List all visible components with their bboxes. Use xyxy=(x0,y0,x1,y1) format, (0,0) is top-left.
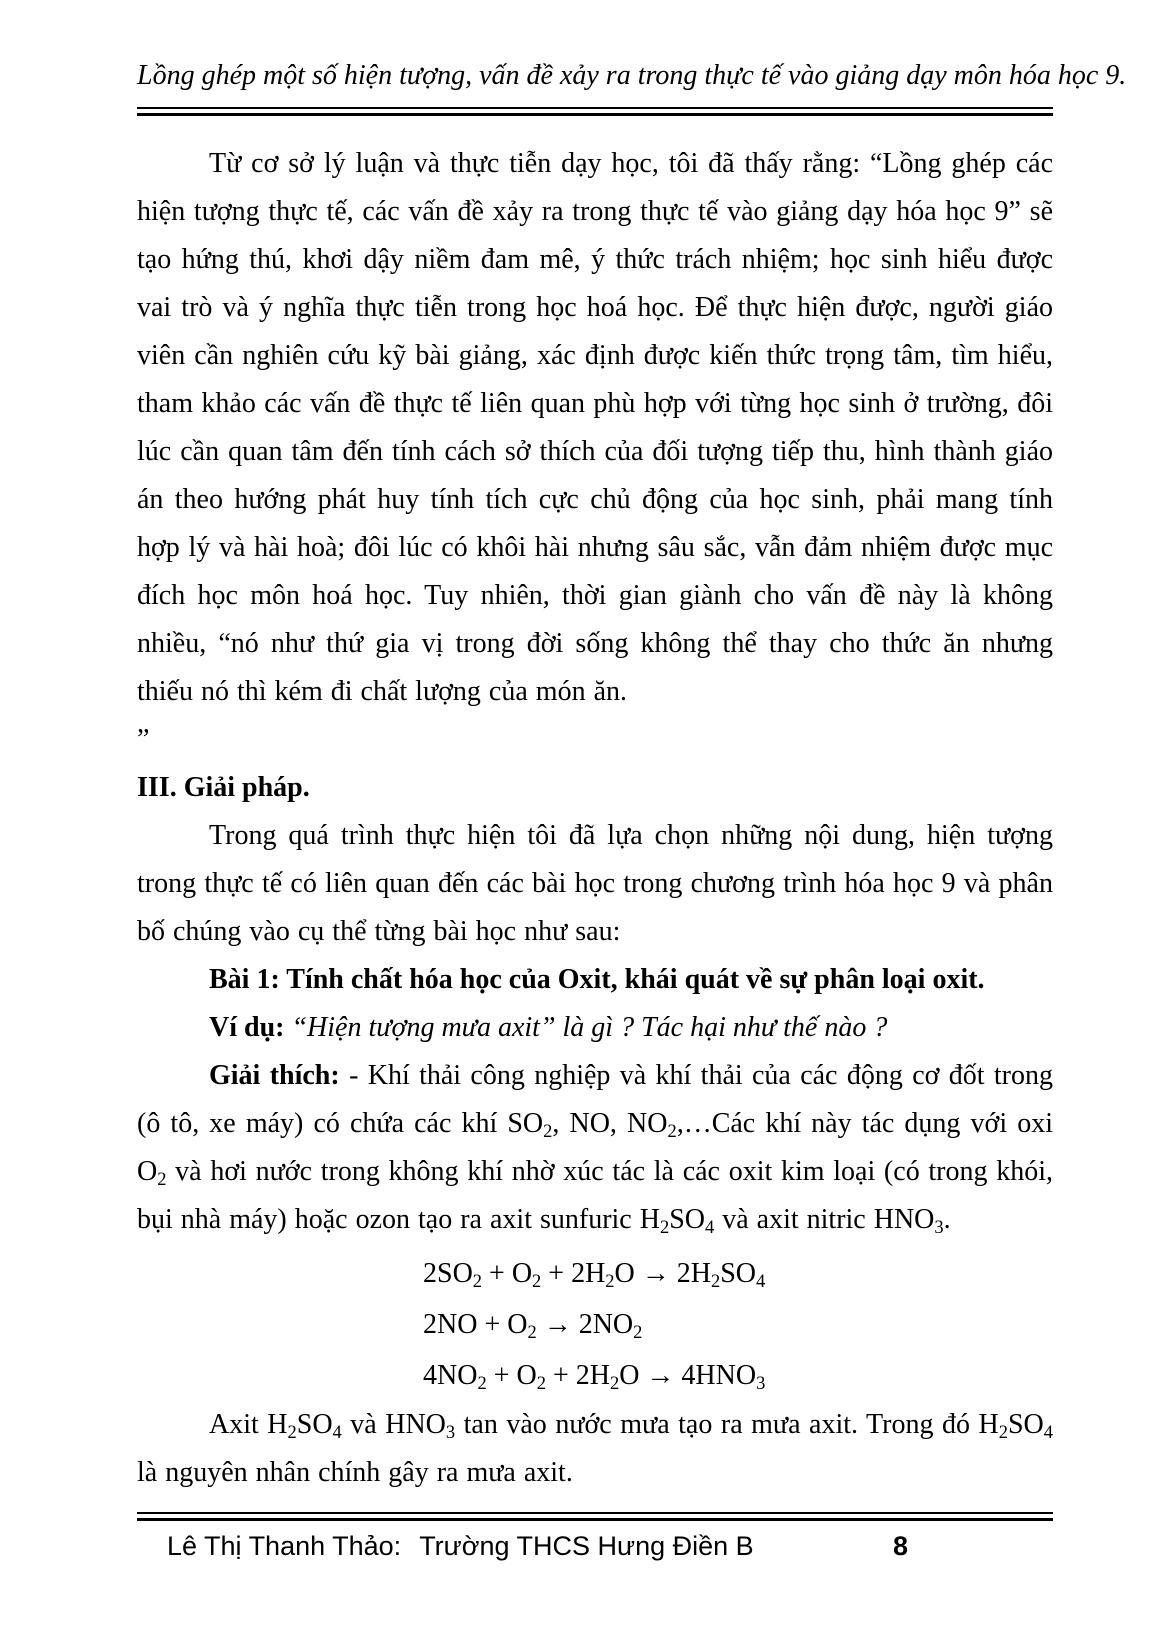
closing-quote-mark: ” xyxy=(137,724,150,755)
example-line xyxy=(137,1004,1053,1052)
running-header-title: Lồng ghép một số hiện tượng, vấn đề xảy ra trong thực tế vào giảng dạy môn hóa học 9. xyxy=(137,60,1127,91)
footer-school: Trường THCS Hưng Điền B xyxy=(419,1531,754,1561)
chemical-equations-block xyxy=(137,1248,1053,1401)
explanation-label: Giải thích: xyxy=(209,1060,340,1091)
footer-author: Lê Thị Thanh Thảo: xyxy=(167,1531,402,1561)
paragraph-acid-rain-conclusion: Axit $H_2SO_4$ và $HNO_3$ tan vào nước mưa tạo ra mưa axit. Trong đó $H_2SO_4$ là nguyên nhân chính gây ra mưa axit. xyxy=(137,1409,1053,1488)
section-heading-giai-phap: III. Giải pháp. xyxy=(137,772,310,803)
header-rule xyxy=(137,107,1053,116)
chemical-equation: $2NO + O_2 \to 2NO_2$ xyxy=(423,1309,643,1343)
page-footer xyxy=(137,1512,1053,1563)
explanation-paragraph xyxy=(137,1052,1053,1244)
chemical-equation: $4NO_2 + O_2 + 2H_2O \to 4HNO_3$ xyxy=(423,1360,766,1394)
paragraph-introduction: Từ cơ sở lý luận và thực tiễn dạy học, tôi đã thấy rằng: “Lồng ghép các hiện tượng thực tế, các vấn đề xảy ra trong thực tế vào giảng dạy hóa học 9” sẽ tạo hứng thú, khơi dậy niềm đam mê, ý thức trách nhiệm; học sinh hiểu được vai trò và ý nghĩa thực tiễn trong học hoá học. Để thực hiện được, người giáo viên cần nghiên cứu kỹ bài giảng, xác định được kiến thức trọng tâm, tìm hiểu, tham khảo các vấn đề thực tế liên quan phù hợp với từng học sinh ở trường, đôi lúc cần quan tâm đến tính cách sở thích của đối tượng tiếp thu, hình thành giáo án theo hướng phát huy tính tích cực chủ động của học sinh, phải mang tính hợp lý và hài hoà; đôi lúc có khôi hài nhưng sâu sắc, vẫn đảm nhiệm được mục đích học môn hoá học. Tuy nhiên, thời gian giành cho vấn đề này là không nhiều, “nó như thứ gia vị trong đời sống không thể thay cho thức ăn nhưng thiếu nó thì kém đi chất lượng của món ăn. xyxy=(137,148,1053,707)
explanation-text: - Khí thải công nghiệp và khí thải của các động cơ đốt trong (ô tô, xe máy) có chứa các khí $SO_2$, NO, $NO_2,\dots Các$ khí này tác dụng với oxi $O_2$ và hơi nước trong không khí nhờ xúc tác là các oxit kim loại (có trong khói, bụi nhà máy) hoặc ozon tạo ra axit sunfuric $H_2SO_4$ và axit nitric $HNO_3$. xyxy=(137,1060,1054,1238)
footer-page-number: 8 xyxy=(893,1531,909,1561)
paragraph-solution-intro: Trong quá trình thực hiện tôi đã lựa chọn những nội dung, hiện tượng trong thực tế có liên quan đến các bài học trong chương trình hóa học 9 và phân bố chúng vào cụ thể từng bài học như sau: xyxy=(137,820,1053,947)
lesson-1-title: Bài 1: Tính chất hóa học của Oxit, khái quát về sự phân loại oxit. xyxy=(209,964,985,995)
footer-rule xyxy=(137,1512,1053,1521)
example-label: Ví dụ: xyxy=(209,1012,285,1043)
document-body xyxy=(137,140,1053,1497)
footer-line xyxy=(137,1529,1053,1563)
chemical-equation: $2SO_2 + O_2 + 2H_2O \to 2H_2SO_4$ xyxy=(423,1258,766,1292)
example-question: “Hiện tượng mưa axit” là gì ? Tác hại như thế nào ? xyxy=(291,1012,888,1043)
page-content xyxy=(0,58,1158,1497)
